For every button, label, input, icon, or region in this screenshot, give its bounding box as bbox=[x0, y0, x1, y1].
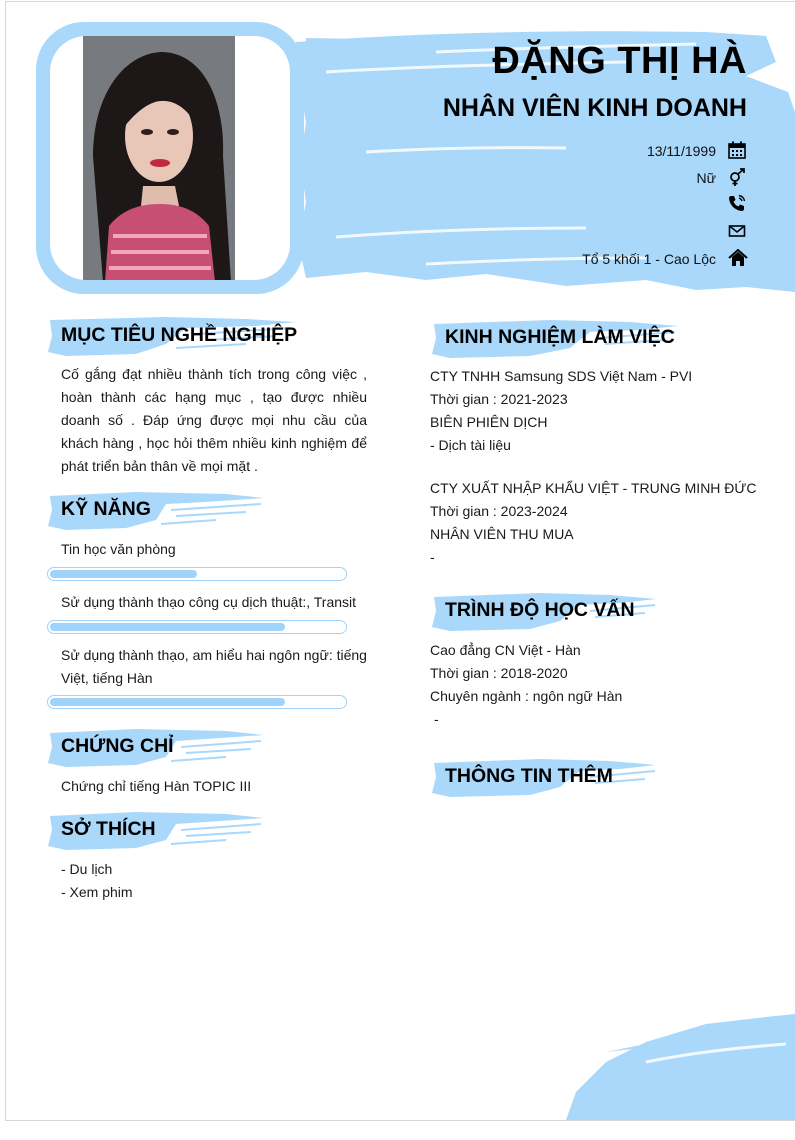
education-title: TRÌNH ĐỘ HỌC VẤN bbox=[445, 599, 635, 621]
skills-title: KỸ NĂNG bbox=[61, 498, 151, 520]
skill-bar bbox=[47, 695, 347, 709]
skill-bar bbox=[47, 620, 347, 634]
cv-page bbox=[5, 1, 795, 1121]
job-time: Thời gian : 2021-2023 bbox=[430, 391, 568, 407]
skill-bar bbox=[47, 567, 347, 581]
birthday-row bbox=[647, 140, 748, 162]
address: Tổ 5 khối 1 - Cao Lộc bbox=[582, 251, 716, 267]
extra-heading bbox=[430, 755, 660, 801]
education-entry bbox=[430, 639, 770, 731]
job-entry bbox=[430, 477, 770, 569]
experience-heading bbox=[430, 316, 680, 362]
job-company: CTY XUẤT NHẬP KHẨU VIỆT - TRUNG MINH ĐỨC bbox=[430, 480, 757, 496]
education-note: - bbox=[434, 711, 439, 727]
education-time: Thời gian : 2018-2020 bbox=[430, 665, 568, 681]
mail-icon bbox=[728, 222, 748, 242]
education-heading bbox=[430, 589, 660, 635]
job-time: Thời gian : 2023-2024 bbox=[430, 503, 568, 519]
objective-heading bbox=[46, 314, 296, 360]
avatar bbox=[83, 36, 235, 280]
education-major: Chuyên ngành : ngôn ngữ Hàn bbox=[430, 688, 623, 704]
job-company: CTY TNHH Samsung SDS Việt Nam - PVI bbox=[430, 368, 693, 384]
job-position: BIÊN PHIÊN DỊCH bbox=[430, 414, 548, 430]
calendar-icon bbox=[728, 141, 748, 161]
extra-title: THÔNG TIN THÊM bbox=[445, 765, 613, 787]
experience-title: KINH NGHIỆM LÀM VIỆC bbox=[445, 326, 675, 348]
avatar-frame bbox=[36, 22, 304, 294]
skill-bar-fill bbox=[50, 623, 285, 631]
phone-row bbox=[716, 193, 748, 215]
gender: Nữ bbox=[696, 170, 716, 186]
objective-title: MỤC TIÊU NGHỀ NGHIỆP bbox=[61, 324, 298, 346]
education-school: Cao đẳng CN Việt - Hàn bbox=[430, 642, 581, 658]
job-entry bbox=[430, 365, 770, 457]
home-icon bbox=[728, 249, 748, 269]
certificates-heading bbox=[46, 725, 266, 771]
job-description: - Dịch tài liệu bbox=[430, 437, 511, 453]
skill-bar-fill bbox=[50, 570, 197, 578]
hobby-item: - Du lịch bbox=[61, 861, 113, 877]
hobby-item: - Xem phim bbox=[61, 884, 133, 900]
hobbies-title: SỞ THÍCH bbox=[61, 818, 156, 840]
email-row bbox=[716, 221, 748, 243]
phone-icon bbox=[728, 194, 748, 214]
gender-icon bbox=[728, 168, 748, 188]
skill-bar-fill bbox=[50, 698, 285, 706]
gender-row bbox=[697, 167, 748, 189]
birthday: 13/11/1999 bbox=[646, 143, 716, 159]
certificate-item: Chứng chỉ tiếng Hàn TOPIC III bbox=[61, 778, 252, 794]
job-position: NHÂN VIÊN THU MUA bbox=[430, 526, 574, 542]
skill-label: Tin học văn phòng bbox=[61, 541, 176, 557]
job-title: NHÂN VIÊN KINH DOANH bbox=[442, 94, 747, 122]
hobbies-heading bbox=[46, 808, 266, 854]
objective-text: Cố gắng đạt nhiều thành tích trong công việc , hoàn thành các hạng mục , tạo được nhiều doanh số . Đáp ứng được mọi nhu cầu của khách hàng , học hỏi thêm nhiều kinh nghiệm để phát triển bản thân về mọi mặt . bbox=[61, 366, 367, 474]
candidate-name: ĐẶNG THỊ HÀ bbox=[492, 40, 747, 82]
job-description: - bbox=[430, 549, 435, 565]
skill-label: Sử dụng thành thạo công cụ dịch thuật:, Transit bbox=[61, 594, 357, 610]
skills-heading bbox=[46, 488, 266, 534]
skill-label: Sử dụng thành thạo, am hiểu hai ngôn ngữ: tiếng Việt, tiếng Hàn bbox=[61, 647, 367, 686]
certificates-title: CHỨNG CHỈ bbox=[61, 735, 174, 757]
address-row bbox=[582, 248, 748, 270]
